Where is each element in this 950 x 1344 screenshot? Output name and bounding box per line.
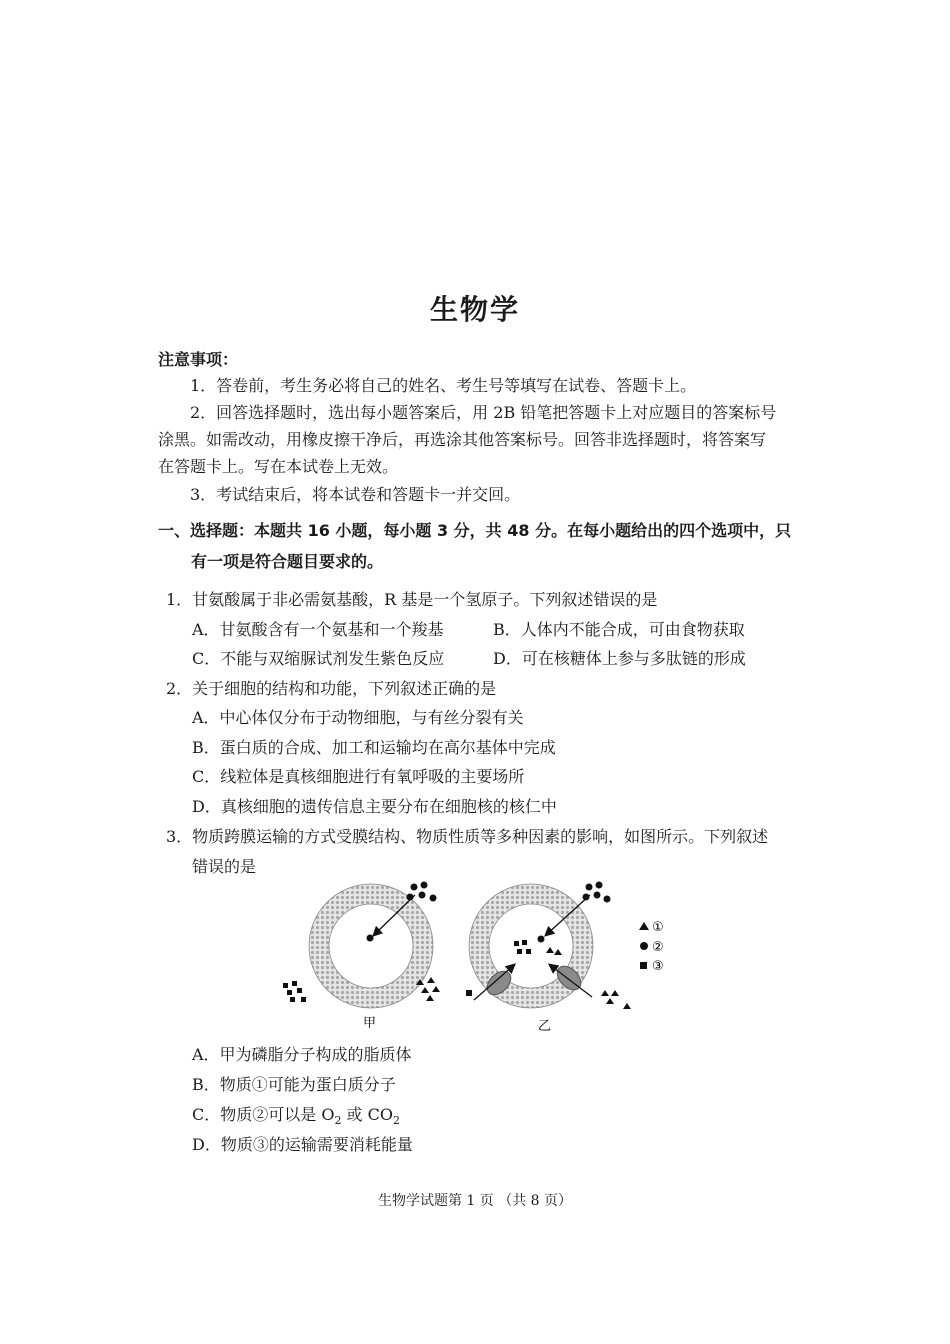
q1-option-d: D．可在核糖体上参与多肽链的形成 (493, 649, 746, 668)
figure-label-yi: 乙 (538, 1019, 552, 1034)
notice-item-3: 3．考试结束后，将本试卷和答题卡一并交回。 (190, 485, 521, 504)
q2-option-c: C．线粒体是真核细胞进行有氧呼吸的主要场所 (192, 767, 525, 786)
page-footer: 生物学试题第 1 页 （共 8 页） (377, 1193, 573, 1209)
q3-option-c-text-2: 或 CO (341, 1105, 393, 1124)
q1-option-a: A．甘氨酸含有一个氨基和一个羧基 (192, 620, 444, 639)
section-heading-line1: 一、选择题：本题共 16 小题，每小题 3 分，共 48 分。在每小题给出的四个选项中，只 (158, 521, 792, 540)
section-heading-line2: 有一项是符合题目要求的。 (191, 552, 384, 571)
legend-label-1: ① (652, 920, 664, 935)
yi-inner-triangles (546, 947, 562, 955)
q3-option-c-sub-1: 2 (334, 1114, 342, 1128)
jia-outer-squares (283, 981, 306, 1002)
notice-item-2: 2．回答选择题时，选出每小题答案后，用 2B 铅笔把答题卡上对应题目的答案标号 (190, 403, 777, 422)
notice-item-2-cont1: 涂黑。如需改动，用橡皮擦干净后，再选涂其他答案标号。回答非选择题时，将答案写 (158, 430, 767, 449)
legend-triangle-icon (639, 922, 649, 930)
legend-circle-icon (640, 942, 648, 950)
legend-label-3: ③ (652, 959, 664, 974)
q3-stem-line2: 错误的是 (192, 857, 257, 876)
notice-item-1: 1．答卷前，考生务必将自己的姓名、考生号等填写在试卷、答题卡上。 (190, 376, 697, 395)
q2-option-d: D．真核细胞的遗传信息主要分布在细胞核的核仁中 (192, 797, 557, 816)
yi-inner-squares (514, 940, 531, 954)
q1-stem: 1．甘氨酸属于非必需氨基酸，R 基是一个氢原子。下列叙述错误的是 (166, 590, 658, 609)
q3-option-c (192, 1102, 400, 1127)
figure-label-jia: 甲 (363, 1016, 377, 1031)
q3-stem-line1: 3．物质跨膜运输的方式受膜结构、物质性质等多种因素的影响，如图所示。下列叙述 (166, 827, 769, 846)
yi-outer-square (466, 990, 472, 996)
liposome-jia (309, 884, 433, 1008)
q1-option-c: C．不能与双缩脲试剂发生紫色反应 (192, 649, 445, 668)
q3-option-d: D．物质③的运输需要消耗能量 (192, 1135, 413, 1154)
q3-option-a: A．甲为磷脂分子构成的脂质体 (192, 1045, 412, 1064)
page-title: 生物学 (429, 293, 520, 326)
yi-outer-triangles (601, 990, 631, 1009)
legend-label-2: ② (652, 940, 664, 955)
jia-outer-triangles (416, 977, 440, 1001)
q3-option-b: B．物质①可能为蛋白质分子 (192, 1075, 396, 1094)
q2-stem: 2．关于细胞的结构和功能，下列叙述正确的是 (166, 679, 497, 698)
notice-heading: 注意事项： (158, 350, 239, 369)
notice-item-2-cont2: 在答题卡上。写在本试卷上无效。 (158, 457, 399, 476)
q3-option-c-text-1: C．物质②可以是 O (192, 1105, 335, 1124)
membrane-transport-figure (270, 875, 680, 1040)
q1-option-b: B．人体内不能合成，可由食物获取 (493, 620, 745, 639)
q3-option-c-sub-2: 2 (393, 1114, 400, 1128)
legend-square-icon (640, 962, 647, 969)
q2-option-b: B．蛋白质的合成、加工和运输均在高尔基体中完成 (192, 738, 556, 757)
q2-option-a: A．中心体仅分布于动物细胞，与有丝分裂有关 (192, 708, 524, 727)
